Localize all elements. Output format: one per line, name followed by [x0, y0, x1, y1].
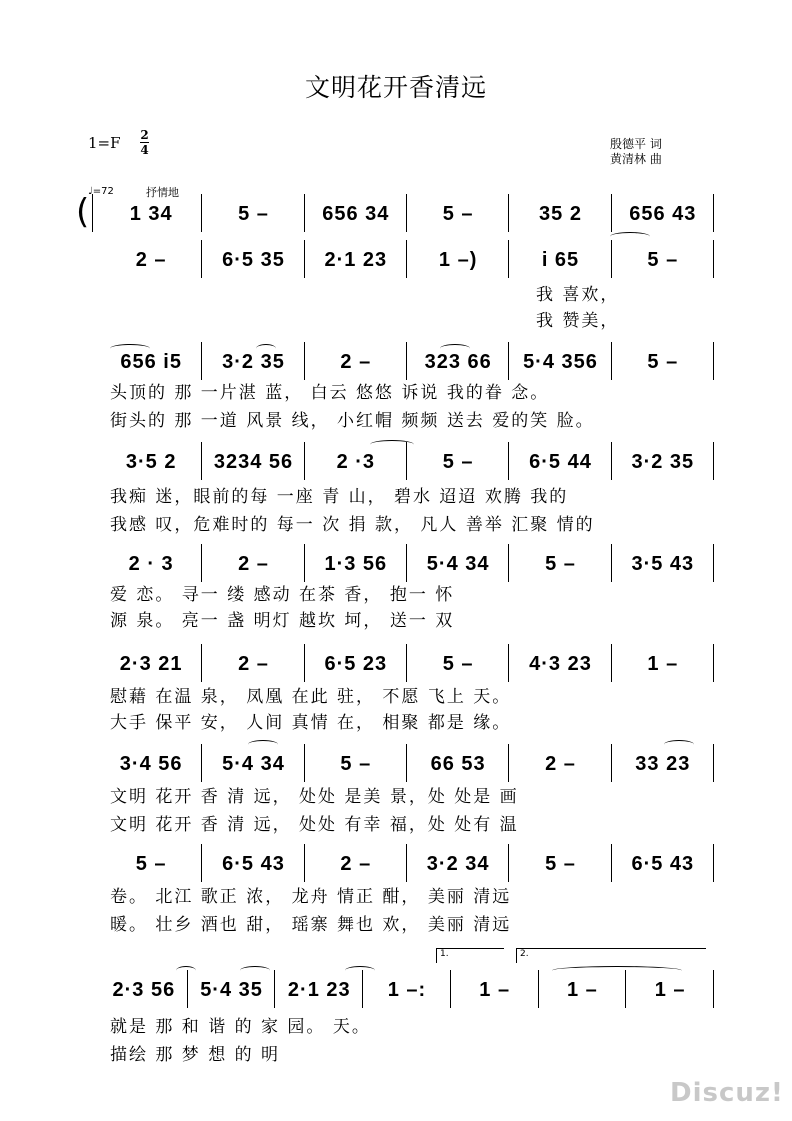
measure: 5 – — [545, 852, 576, 875]
lyric-line-verse-1: 慰藉 在温 泉， 凤凰 在此 驻， 不愿 飞上 天。 — [110, 687, 512, 707]
measure: 5 – — [135, 852, 167, 875]
slur-mark — [240, 966, 270, 975]
slur-mark — [664, 740, 694, 749]
lyric-line-verse-1: 头顶的 那 一片湛 蓝， 白云 悠悠 诉说 我的眷 念。 — [110, 383, 550, 403]
lyric-line-verse-2: 描绘 那 梦 想 的 明 — [110, 1045, 281, 1065]
measure: 656 34 — [322, 202, 390, 225]
measure: 5·4 34 — [426, 552, 490, 575]
measure: 5·4 34 — [222, 752, 285, 775]
measure: 3·5 43 — [631, 552, 695, 575]
measure: 5 – — [340, 752, 372, 775]
measure: 2·1 23 — [287, 978, 351, 1001]
measure: 656 i5 — [120, 350, 182, 373]
barline — [713, 544, 714, 582]
volta-2: 2. — [516, 948, 706, 963]
measure: 33 23 — [635, 752, 691, 775]
measure: 66 53 — [430, 752, 486, 775]
lyric-line-verse-1: 文明 花开 香 清 远， 处处 是美 景，处 处是 画 — [110, 787, 519, 807]
lyric-line-verse-2: 源 泉。 亮一 盏 明灯 越坎 坷， 送一 双 — [110, 611, 455, 631]
measure: 1 – — [647, 652, 679, 675]
lyric-line-verse-2: 大手 保平 安， 人间 真情 在， 相聚 都是 缘。 — [110, 713, 512, 733]
measure: 5 – — [442, 202, 474, 225]
measure: 5·4 356 — [523, 350, 598, 373]
slur-mark — [610, 232, 650, 241]
measure: 3·2 34 — [426, 852, 490, 875]
measure: 3234 56 — [213, 450, 294, 473]
score-row — [100, 742, 714, 786]
measure: 1·3 56 — [324, 552, 388, 575]
measure: 2 – — [340, 852, 372, 875]
expression-marking: 抒情地 — [146, 186, 179, 199]
composer-credit: 黄清林 曲 — [610, 152, 662, 166]
measure: 2·1 23 — [324, 248, 388, 271]
measure: 6·5 43 — [222, 852, 285, 875]
measure: 35 2 — [539, 202, 582, 225]
slur-mark — [176, 966, 196, 975]
measure: 5 – — [647, 350, 679, 373]
volta-1: 1. — [436, 948, 504, 963]
key-signature: 1=F — [88, 134, 121, 152]
measure: 6·5 23 — [324, 652, 388, 675]
measure: 2 – — [238, 552, 269, 575]
measure: 1 –) — [438, 248, 478, 271]
score-row — [100, 192, 714, 236]
lyric-line-verse-2: 暖。 壮乡 酒也 甜， 瑶寨 舞也 欢， 美丽 清远 — [110, 915, 512, 935]
slur-mark — [370, 440, 414, 449]
time-signature-top: 2 — [140, 128, 149, 142]
barline — [713, 442, 714, 480]
measure: 1 –: — [387, 978, 427, 1001]
measure: 2·3 56 — [112, 978, 176, 1001]
measure: 6·5 43 — [631, 852, 695, 875]
measure: 5 – — [442, 450, 474, 473]
credits — [610, 137, 662, 167]
measure: 6·5 44 — [529, 450, 592, 473]
slur-mark — [440, 344, 470, 353]
measure: 2·3 21 — [119, 652, 183, 675]
barline — [713, 240, 714, 278]
measure: 5 – — [545, 552, 576, 575]
lyric-line-verse-2: 我 赞美， — [536, 311, 620, 331]
time-signature-bottom: 4 — [140, 143, 149, 157]
lyricist-credit: 殷德平 词 — [610, 137, 662, 151]
measure: 3·4 56 — [119, 752, 183, 775]
song-title: 文明花开香清远 — [304, 73, 487, 102]
barline — [92, 194, 93, 232]
watermark: Discuz! — [670, 1078, 784, 1108]
measure: 2 – — [340, 350, 372, 373]
measure: 5 – — [442, 652, 474, 675]
measure: i 65 — [541, 248, 580, 271]
lyric-line-verse-2: 文明 花开 香 清 远， 处处 有幸 福，处 处有 温 — [110, 815, 519, 835]
slur-mark — [345, 966, 375, 975]
measure: 3·2 35 — [222, 350, 285, 373]
measure: 6·5 35 — [222, 248, 285, 271]
barline — [713, 194, 714, 232]
score-row — [100, 642, 714, 686]
barline — [713, 970, 714, 1008]
measure: 4·3 23 — [529, 652, 592, 675]
measure: 5 – — [238, 202, 269, 225]
intro-bracket: ( — [76, 192, 90, 232]
lyric-line-verse-1: 我 喜欢， — [536, 285, 620, 305]
barline — [713, 342, 714, 380]
tempo-marking: ♩=72 — [88, 186, 114, 197]
measure: 3·2 35 — [631, 450, 695, 473]
lyric-line-verse-1: 爱 恋。 寻一 缕 感动 在茶 香， 抱一 怀 — [110, 585, 455, 605]
measure: 2 ·3 — [336, 450, 376, 473]
measure: 1 34 — [129, 202, 173, 225]
measure: 5·4 35 — [200, 978, 263, 1001]
slur-mark — [552, 966, 682, 975]
measure: 2 – — [135, 248, 167, 271]
measure: 1 – — [479, 978, 511, 1001]
barline — [713, 644, 714, 682]
measure: 1 – — [654, 978, 686, 1001]
measure: 1 – — [567, 978, 598, 1001]
barline — [713, 744, 714, 782]
time-signature — [140, 129, 149, 156]
lyric-line-verse-2: 街头的 那 一道 风景 线， 小红帽 频频 送去 爱的笑 脸。 — [110, 411, 595, 431]
lyric-line-verse-1: 我痴 迷，眼前的每 一座 青 山， 碧水 迢迢 欢腾 我的 — [110, 487, 569, 507]
measure: 323 66 — [424, 350, 492, 373]
measure: 2 · 3 — [128, 552, 174, 575]
lyric-line-verse-2: 我感 叹，危难时的 每一 次 捐 款， 凡人 善举 汇聚 情的 — [110, 515, 595, 535]
slur-mark — [248, 740, 278, 749]
measure: 2 – — [238, 652, 269, 675]
lyric-line-verse-1: 卷。 北江 歌正 浓， 龙舟 情正 酣， 美丽 清远 — [110, 887, 512, 907]
measure: 656 43 — [629, 202, 697, 225]
score-row — [100, 842, 714, 886]
lyric-line-verse-1: 就是 那 和 谐 的 家 园。 天。 — [110, 1017, 371, 1037]
measure: 3·5 2 — [125, 450, 177, 473]
slur-mark — [256, 344, 276, 353]
measure: 5 – — [647, 248, 679, 271]
barline — [713, 844, 714, 882]
measure: 2 – — [545, 752, 576, 775]
score-row — [100, 238, 714, 282]
slur-mark — [110, 344, 150, 353]
